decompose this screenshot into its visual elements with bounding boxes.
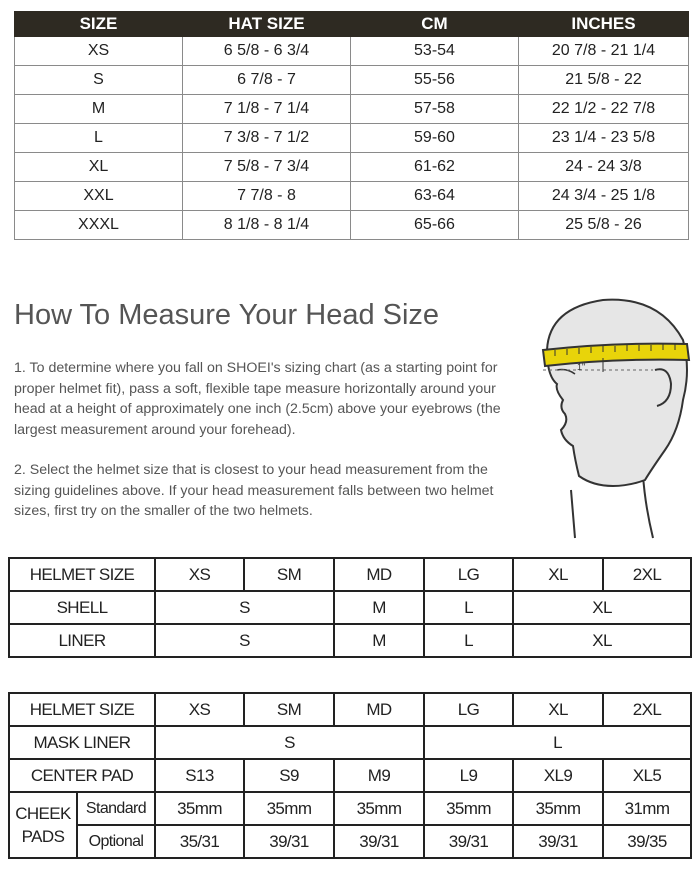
table-row	[15, 124, 689, 153]
table-row	[9, 825, 691, 858]
instruction-step-2: 2. Select the helmet size that is closest to your head measurement from the sizing guidelines above. If your head measurement falls between two helmet sizes, first try on the smaller of the two helmets.	[14, 462, 494, 519]
size-sm: SM	[244, 558, 334, 591]
hat-size-cell: 8 1/8 - 8 1/4	[183, 211, 351, 240]
helmet-size-label: HELMET SIZE	[9, 558, 155, 591]
center-pad-label: CENTER PAD	[9, 759, 155, 792]
cm-cell: 61-62	[351, 153, 519, 182]
optional-value: 39/31	[334, 825, 424, 858]
one-inch-label: 1"	[577, 362, 586, 372]
size-xl: XL	[513, 558, 603, 591]
liner-value: L	[424, 624, 513, 657]
standard-value: 35mm	[155, 792, 244, 825]
size-cell: XL	[15, 153, 183, 182]
instructions	[14, 358, 519, 542]
header-inches: INCHES	[519, 12, 689, 37]
liner-value: S	[155, 624, 334, 657]
standard-value: 35mm	[513, 792, 603, 825]
optional-value: 39/31	[244, 825, 334, 858]
size-chart-header-row	[15, 12, 689, 37]
shell-value: XL	[513, 591, 691, 624]
standard-value: 31mm	[603, 792, 691, 825]
center-pad-value: L9	[424, 759, 513, 792]
size-sm: SM	[244, 693, 334, 726]
helmet-size-label: HELMET SIZE	[9, 693, 155, 726]
cm-cell: 57-58	[351, 95, 519, 124]
helmet-fit-table	[8, 557, 692, 658]
hat-size-cell: 6 7/8 - 7	[183, 66, 351, 95]
table-row	[9, 792, 691, 825]
table-row	[15, 182, 689, 211]
table-row	[15, 37, 689, 66]
liner-label: LINER	[9, 624, 155, 657]
hat-size-cell: 6 5/8 - 6 3/4	[183, 37, 351, 66]
mask-liner-value: L	[424, 726, 691, 759]
center-pad-value: XL5	[603, 759, 691, 792]
cm-cell: 59-60	[351, 124, 519, 153]
shell-value: S	[155, 591, 334, 624]
center-pad-value: M9	[334, 759, 424, 792]
size-xs: XS	[155, 693, 244, 726]
size-cell: L	[15, 124, 183, 153]
standard-value: 35mm	[244, 792, 334, 825]
page-title: How To Measure Your Head Size	[14, 299, 440, 331]
size-xl: XL	[513, 693, 603, 726]
size-md: MD	[334, 558, 424, 591]
mask-liner-value: S	[155, 726, 424, 759]
size-cell: XXL	[15, 182, 183, 211]
optional-value: 39/31	[424, 825, 513, 858]
cheek-pads-label	[9, 792, 77, 858]
cm-cell: 65-66	[351, 211, 519, 240]
size-lg: LG	[424, 558, 513, 591]
table-row	[9, 591, 691, 624]
optional-value: 35/31	[155, 825, 244, 858]
header-hat-size: HAT SIZE	[183, 12, 351, 37]
cm-cell: 63-64	[351, 182, 519, 211]
size-cell: XXXL	[15, 211, 183, 240]
optional-value: 39/31	[513, 825, 603, 858]
standard-value: 35mm	[424, 792, 513, 825]
shell-value: M	[334, 591, 424, 624]
shell-value: L	[424, 591, 513, 624]
head-outline	[547, 300, 687, 486]
size-xs: XS	[155, 558, 244, 591]
size-2xl: 2XL	[603, 693, 691, 726]
inches-cell: 24 - 24 3/8	[519, 153, 689, 182]
header-cm: CM	[351, 12, 519, 37]
head-measurement-illustration	[533, 290, 693, 540]
liner-value: M	[334, 624, 424, 657]
optional-label: Optional	[77, 825, 155, 858]
size-md: MD	[334, 693, 424, 726]
inches-cell: 23 1/4 - 23 5/8	[519, 124, 689, 153]
inches-cell: 24 3/4 - 25 1/8	[519, 182, 689, 211]
inches-cell: 25 5/8 - 26	[519, 211, 689, 240]
inches-cell: 22 1/2 - 22 7/8	[519, 95, 689, 124]
hat-size-cell: 7 1/8 - 7 1/4	[183, 95, 351, 124]
instruction-step-1: 1. To determine where you fall on SHOEI's sizing chart (as a starting point for proper helmet fit), pass a soft, flexible tape measure horizontally around your head at a height of approximately one inch (2.5cm) above your eyebrows (the largest measurement around your forehead).	[14, 360, 501, 438]
optional-value: 39/35	[603, 825, 691, 858]
inches-cell: 20 7/8 - 21 1/4	[519, 37, 689, 66]
hat-size-cell: 7 5/8 - 7 3/4	[183, 153, 351, 182]
standard-label: Standard	[77, 792, 155, 825]
table-row	[15, 211, 689, 240]
helmet-pad-table	[8, 692, 692, 859]
center-pad-value: S9	[244, 759, 334, 792]
cheek-pads-label-text: CHEEK PADS	[15, 804, 71, 846]
size-cell: XS	[15, 37, 183, 66]
size-chart-table	[14, 11, 689, 240]
hat-size-cell: 7 3/8 - 7 1/2	[183, 124, 351, 153]
inches-cell: 21 5/8 - 22	[519, 66, 689, 95]
table-row	[15, 153, 689, 182]
table-row	[15, 66, 689, 95]
table-row	[9, 726, 691, 759]
table-row	[15, 95, 689, 124]
table-row	[9, 624, 691, 657]
size-2xl: 2XL	[603, 558, 691, 591]
mask-liner-label: MASK LINER	[9, 726, 155, 759]
cm-cell: 53-54	[351, 37, 519, 66]
shell-label: SHELL	[9, 591, 155, 624]
size-cell: M	[15, 95, 183, 124]
standard-value: 35mm	[334, 792, 424, 825]
table-row	[9, 693, 691, 726]
size-lg: LG	[424, 693, 513, 726]
liner-value: XL	[513, 624, 691, 657]
center-pad-value: S13	[155, 759, 244, 792]
table-row	[9, 759, 691, 792]
center-pad-value: XL9	[513, 759, 603, 792]
cm-cell: 55-56	[351, 66, 519, 95]
header-size: SIZE	[15, 12, 183, 37]
table-row	[9, 558, 691, 591]
size-cell: S	[15, 66, 183, 95]
hat-size-cell: 7 7/8 - 8	[183, 182, 351, 211]
